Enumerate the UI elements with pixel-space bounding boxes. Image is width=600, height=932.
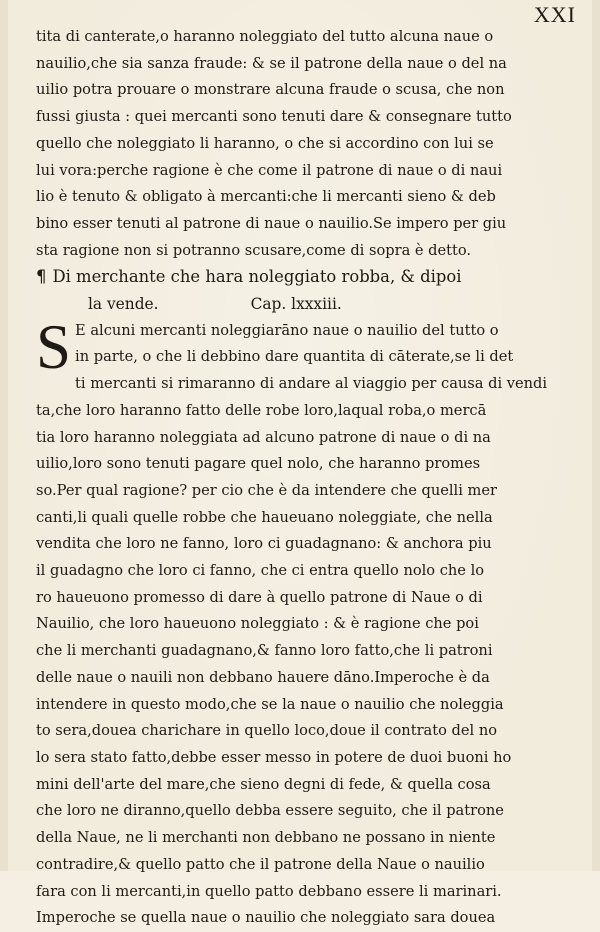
text-line: ti mercanti si rimaranno di andare al viaggio per causa di vendi [75, 375, 548, 393]
text-line: E alcuni mercanti noleggiarāno naue o nauilio del tutto o [75, 321, 499, 339]
text-line: uilio potra prouare o monstrare alcuna fraude o scusa, che non [36, 81, 505, 99]
text-line: canti,li quali quelle robbe che haueuano noleggiate, che nella [36, 508, 493, 526]
text-line: il guadagno che loro ci fanno, che ci entra quello nolo che lo [36, 562, 485, 580]
text-line: che li merchanti guadagnano,& fanno loro fatto,che li patroni [36, 642, 493, 660]
drop-cap: S [36, 311, 72, 382]
text-line: vendita che loro ne fanno, loro ci guadagnano: & anchora piu [36, 535, 492, 553]
text-line: sta ragione non si potranno scusare,come di sopra è detto. [36, 241, 472, 259]
text-line: Nauilio, che loro haueuono noleggiato : & è ragione che poi [36, 615, 479, 633]
text-line: lio è tenuto & obligato à mercanti:che li mercanti sieno & deb [36, 188, 496, 206]
text-line: tita di canterate,o haranno noleggiato del tutto alcuna naue o [36, 28, 494, 45]
text-line: fussi giusta : quei mercanti sono tenuti dare & consegnare tutto [36, 108, 512, 126]
text-line: mini dell'arte del mare,che sieno degni di fede, & quella cosa [36, 775, 491, 793]
text-line: so.Per qual ragione? per cio che è da intendere che quelli mer [36, 481, 497, 499]
chapter-heading-line-2 [36, 291, 568, 318]
text-line: quello che noleggiato li haranno, o che si accordino con lui se [36, 134, 494, 152]
text-line: lo sera stato fatto,debbe esser messo in potere de duoi buoni ho [36, 748, 512, 766]
page-edge-right [592, 0, 600, 871]
text-line: uilio,loro sono tenuti pagare quel nolo, che haranno promes [36, 455, 481, 473]
pilcrow-icon: ¶ [36, 267, 47, 287]
chapter-number: Cap. lxxxiii. [250, 295, 342, 314]
chapter-heading-line-1 [36, 264, 568, 291]
text-line: ro haueuono promesso di dare à quello patrone di Naue o di [36, 588, 483, 606]
text-line: in parte, o che li debbino dare quantita di cāterate,se li det [75, 348, 514, 366]
chapter-title: Di merchante che hara noleggiato robba, & dipoi [52, 267, 462, 287]
chapter-title-end: la vende. [88, 295, 159, 314]
chapter-heading [36, 264, 568, 317]
text-line: to sera,douea charichare in quello loco,doue il contrato del no [36, 722, 498, 740]
text-line: delle naue o nauili non debbano hauere dāno.Imperoche è da [36, 668, 490, 686]
text-line: tia loro haranno noleggiata ad alcuno patrone di naue o di na [36, 428, 491, 446]
text-line: lui vora:perche ragione è che come il patrone di naue o di naui [36, 161, 503, 179]
paragraph-1 [36, 24, 568, 264]
text-line: che loro ne diranno,quello debba essere seguito, che il patrone [36, 802, 504, 820]
text-line: fara con li mercanti,in quello patto debbano essere li marinari. [36, 882, 502, 900]
text-line: contradire,& quello patto che il patrone della Naue o nauilio [36, 855, 485, 873]
text-line: ta,che loro haranno fatto delle robe loro,laqual roba,o mercā [36, 401, 487, 419]
text-line: bino esser tenuti al patrone di naue o nauilio.Se impero per giu [36, 214, 507, 232]
text-line: Imperoche se quella naue o nauilio che noleggiato sara douea [36, 909, 496, 927]
text-block [36, 24, 568, 932]
folio-number: XXI [533, 2, 576, 27]
text-line: della Naue, ne li merchanti non debbano ne possano in niente [36, 829, 496, 847]
text-line: intendere in questo modo,che se la naue o nauilio che noleggia [36, 695, 504, 713]
text-line: nauilio,che sia sanza fraude: & se il patrone della naue o del na [36, 54, 507, 72]
page-edge-left [0, 0, 8, 871]
paragraph-2 [36, 311, 568, 932]
